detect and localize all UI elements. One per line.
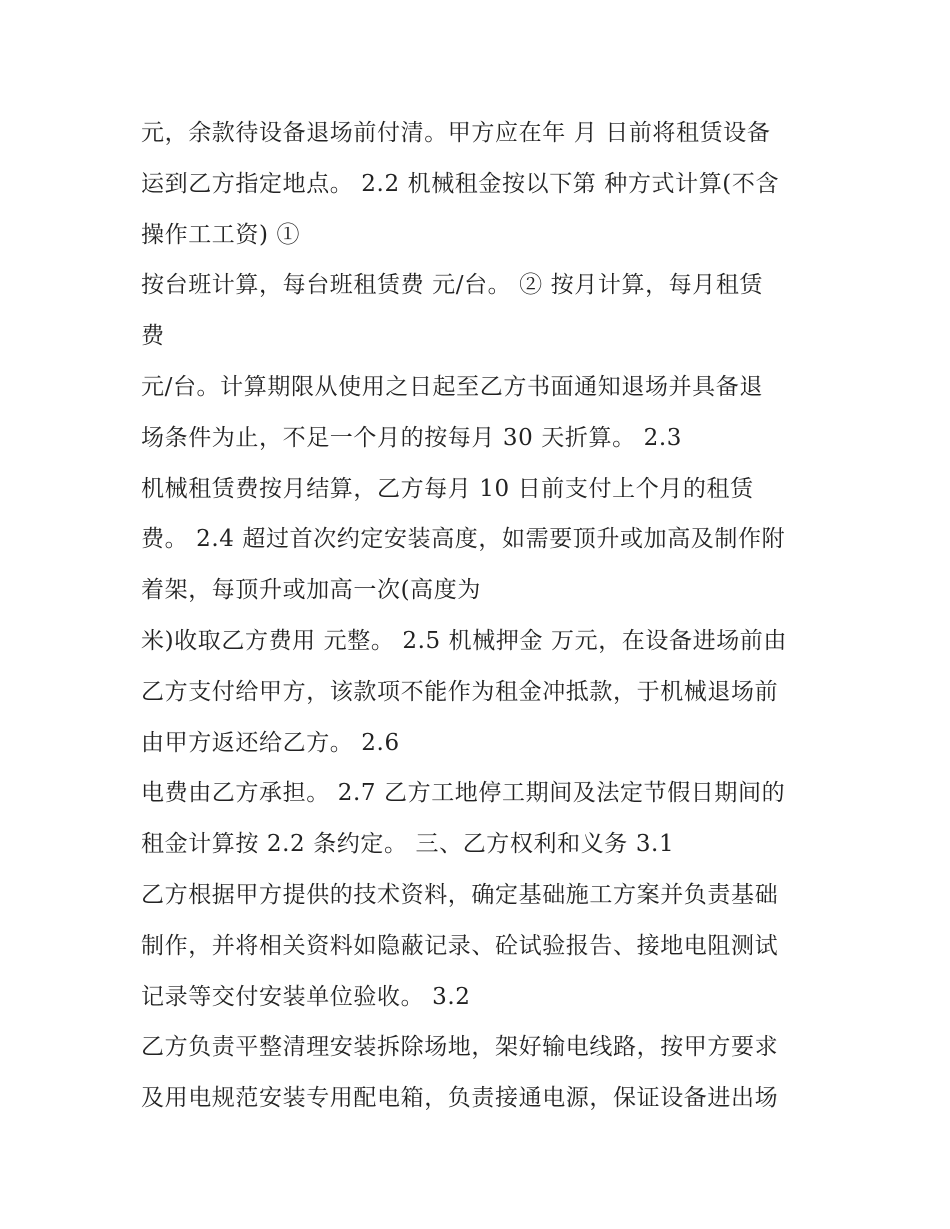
contract-body-text <box>141 108 821 1124</box>
text-line: 着架，每顶升或加高一次(高度为 <box>141 577 481 604</box>
text-line: 由甲方返还给乙方。 2.6 <box>141 729 400 756</box>
text-line: 元，余款待设备退场前付清。甲方应在年 月 日前将租赁设备 <box>141 120 771 146</box>
text-line: 运到乙方指定地点。 2.2 机械租金按以下第 种方式计算(不含 <box>141 170 780 197</box>
text-line: 米)收取乙方费用 元整。 2.5 机械押金 万元，在设备进场前由 <box>141 627 787 654</box>
text-line: 操作工工资) ① <box>141 221 301 248</box>
text-line: 乙方根据甲方提供的技术资料，确定基础施工方案并负责基础 <box>141 881 779 908</box>
text-line: 费。 2.4 超过首次约定安装高度，如需要顶升或加高及制作附 <box>141 526 786 553</box>
text-line: 费 <box>141 323 165 350</box>
text-line: 记录等交付安装单位验收。 3.2 <box>141 983 471 1010</box>
text-line: 元/台。计算期限从使用之日起至乙方书面通知退场并具备退 <box>141 373 763 400</box>
text-line: 租金计算按 2.2 条约定。 三、乙方权利和义务 3.1 <box>141 831 675 858</box>
text-line: 电费由乙方承担。 2.7 乙方工地停工期间及法定节假日期间的 <box>141 780 786 807</box>
text-line: 机械租赁费按月结算，乙方每月 10 日前支付上个月的租赁 <box>141 475 754 502</box>
text-line: 按台班计算，每台班租赁费 元/台。 ② 按月计算，每月租赁 <box>141 272 764 299</box>
text-line: 乙方负责平整清理安装拆除场地，架好输电线路，按甲方要求 <box>141 1034 779 1061</box>
text-line: 场条件为止，不足一个月的按每月 30 天折算。 2.3 <box>141 424 682 451</box>
text-line: 及用电规范安装专用配电箱，负责接通电源，保证设备进出场 <box>141 1085 779 1112</box>
text-line: 制作，并将相关资料如隐蔽记录、砼试验报告、接地电阻测试 <box>141 932 779 959</box>
text-line: 乙方支付给甲方，该款项不能作为租金冲抵款，于机械退场前 <box>141 678 779 705</box>
